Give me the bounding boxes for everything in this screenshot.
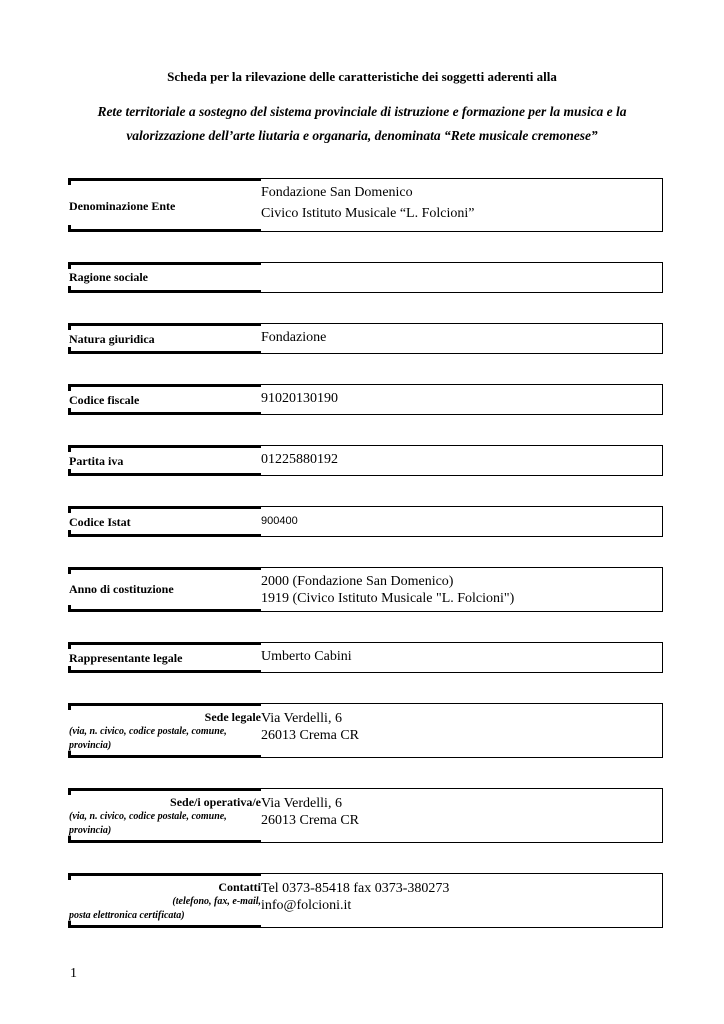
row-sede-operativa	[68, 788, 664, 843]
value-rappresentante-legale	[261, 642, 663, 673]
natura-value: Fondazione	[261, 330, 327, 345]
row-codice-istat	[68, 506, 664, 537]
form-subtitle: Rete territoriale a sostegno del sistema provinciale di istruzione e formazione per la musica e la valorizzazione dell’arte liutaria e organaria, denominata “Rete musicale cremonese”	[97, 104, 627, 143]
label-codice-fiscale: Codice fiscale	[69, 393, 140, 407]
sede-legale-line-1: Via Verdelli, 6	[261, 711, 342, 726]
row-denominazione	[68, 178, 664, 232]
partita-iva-value: 01225880192	[261, 452, 338, 467]
label-contatti: Contatti	[218, 880, 261, 894]
sede-operativa-line-2: 26013 Crema CR	[261, 813, 359, 828]
value-ragione-sociale	[261, 262, 663, 293]
label-ragione-sociale: Ragione sociale	[69, 270, 148, 284]
page-number: 1	[70, 966, 77, 981]
value-codice-istat	[261, 506, 663, 537]
anno-line-1: 2000 (Fondazione San Domenico)	[261, 574, 454, 589]
value-denominazione	[261, 178, 663, 232]
row-codice-fiscale	[68, 384, 664, 415]
sede-legale-hint-1: (via, n. civico, codice postale, comune,	[69, 726, 227, 737]
sede-operativa-hint-2: provincia)	[69, 825, 112, 836]
codice-istat-value: 900400	[261, 515, 298, 527]
form-title: Scheda per la rilevazione delle caratteristiche dei soggetti aderenti alla	[167, 69, 557, 84]
label-partita-iva: Partita iva	[69, 454, 124, 468]
denominazione-line-2: Civico Istituto Musicale “L. Folcioni”	[261, 206, 475, 221]
contatti-hint-2: posta elettronica certificata)	[69, 910, 185, 921]
value-sede-operativa	[261, 788, 663, 843]
row-contatti	[68, 873, 664, 928]
label-natura-giuridica: Natura giuridica	[69, 332, 155, 346]
label-codice-istat: Codice Istat	[69, 515, 131, 529]
contatti-line-2: info@folcioni.it	[261, 898, 352, 913]
row-rappresentante-legale	[68, 642, 664, 673]
label-rappresentante-legale: Rappresentante legale	[69, 651, 183, 665]
row-anno-costituzione	[68, 567, 664, 612]
anno-line-2: 1919 (Civico Istituto Musicale "L. Folcioni")	[261, 591, 515, 606]
value-anno-costituzione	[261, 567, 663, 612]
rappresentante-value: Umberto Cabini	[261, 649, 352, 664]
label-denominazione: Denominazione Ente	[69, 199, 176, 213]
label-anno-costituzione: Anno di costituzione	[69, 582, 174, 596]
sede-legale-hint-2: provincia)	[69, 740, 112, 751]
value-natura-giuridica	[261, 323, 663, 354]
contatti-hint-1: (telefono, fax, e-mail,	[172, 896, 261, 907]
label-sede-legale: Sede legale	[204, 710, 261, 724]
label-sede-operativa: Sede/i operativa/e	[170, 795, 261, 809]
sede-legale-line-2: 26013 Crema CR	[261, 728, 359, 743]
sede-operativa-line-1: Via Verdelli, 6	[261, 796, 342, 811]
value-sede-legale	[261, 703, 663, 758]
row-partita-iva	[68, 445, 664, 476]
codice-fiscale-value: 91020130190	[261, 391, 338, 406]
row-sede-legale	[68, 703, 664, 758]
row-ragione-sociale	[68, 262, 664, 293]
value-contatti	[261, 873, 663, 928]
value-partita-iva	[261, 445, 663, 476]
value-codice-fiscale	[261, 384, 663, 415]
contatti-line-1: Tel 0373-85418 fax 0373-380273	[261, 881, 450, 896]
denominazione-line-1: Fondazione San Domenico	[261, 185, 413, 200]
sede-operativa-hint-1: (via, n. civico, codice postale, comune,	[69, 811, 227, 822]
row-natura-giuridica	[68, 323, 664, 354]
